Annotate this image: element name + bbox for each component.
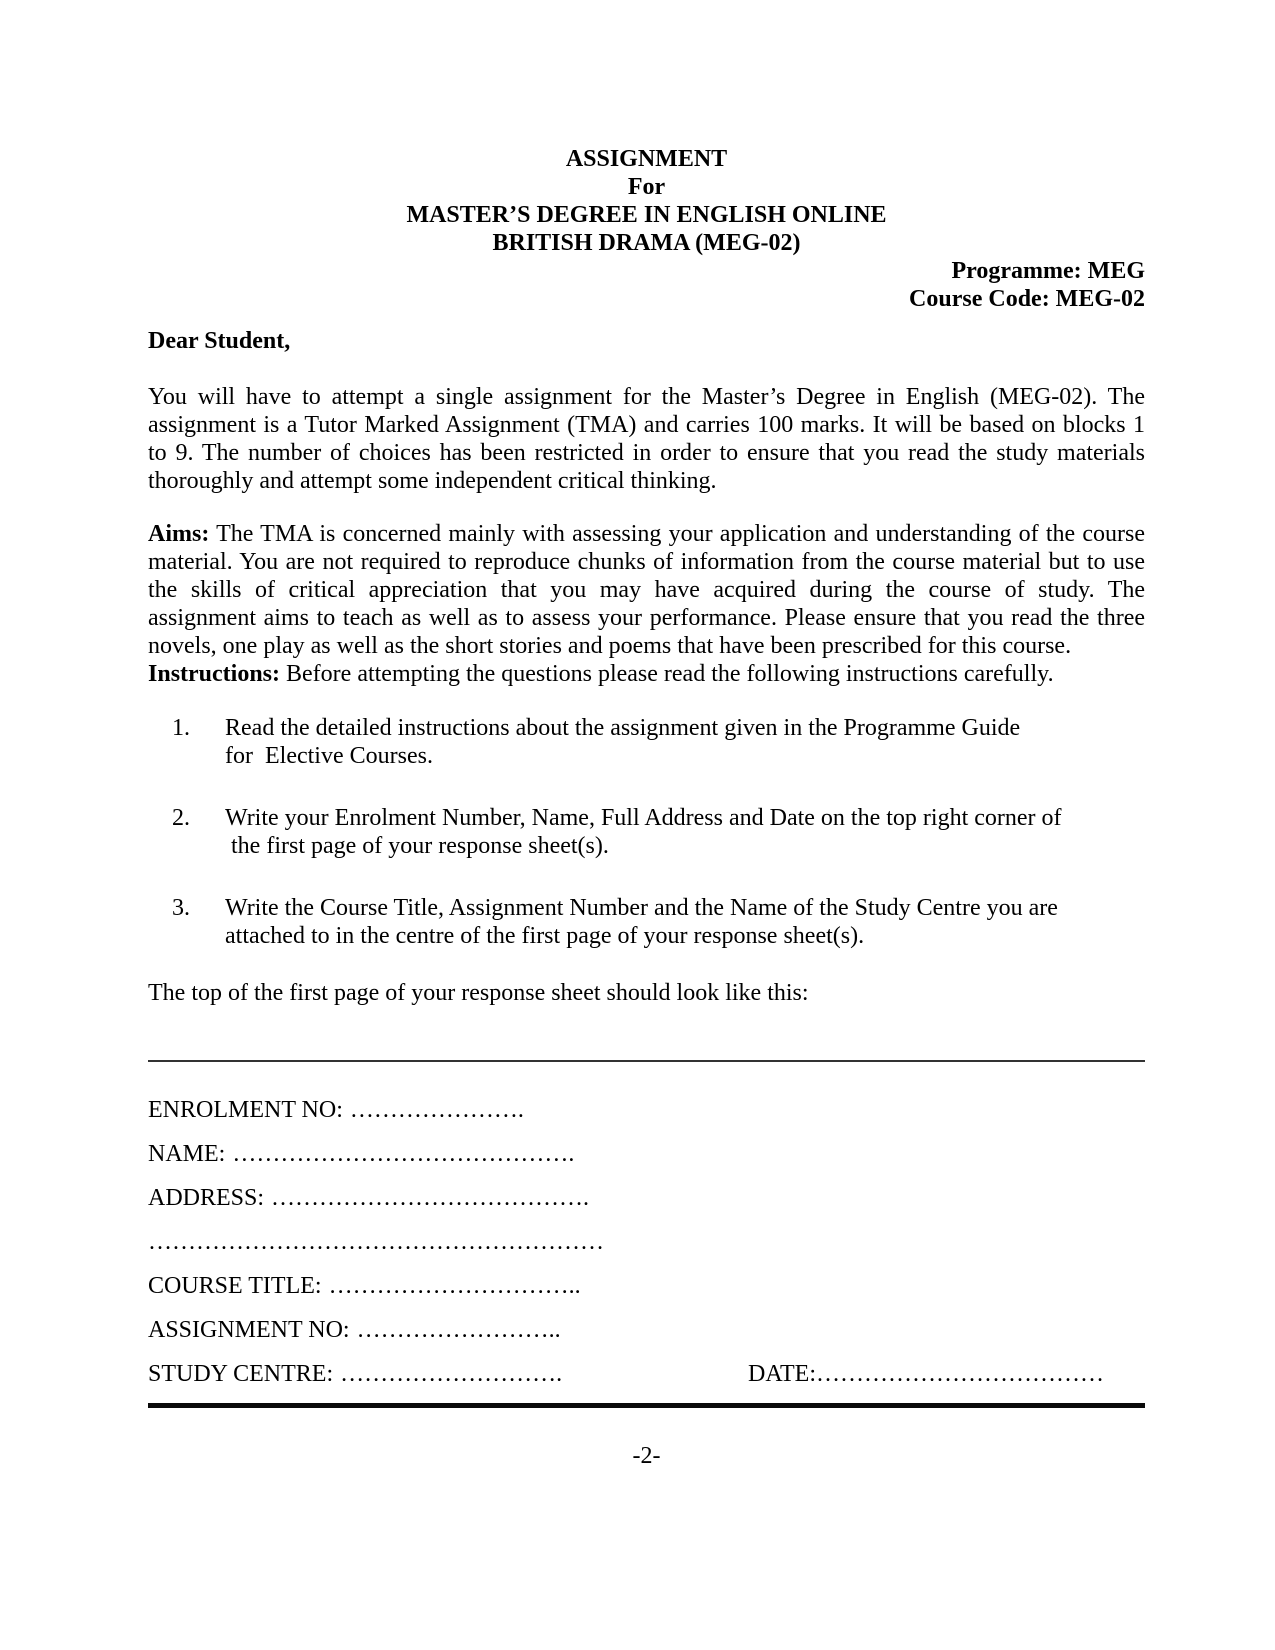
list-item-1-text (225, 714, 1145, 770)
salutation: Dear Student, (148, 328, 291, 354)
page-number: -2- (632, 1443, 661, 1469)
list-item-2-line-1: Write your Enrolment Number, Name, Full Address and Date on the top right corner of (225, 805, 1062, 831)
list-item-3-number: 3. (172, 895, 190, 921)
aims-label: Aims: (148, 521, 210, 547)
intro-paragraph: You will have to attempt a single assignment for the Master’s Degree in English (MEG-02). The assignment is a Tutor Marked Assignment (TMA) and carries 100 marks. It will be based on blocks 1 to 9. The number of choices has been restricted in order to ensure that you read the study materials thoroughly and attempt some independent critical thinking. (148, 384, 1145, 494)
assignment-no-label: ASSIGNMENT NO: (148, 1317, 350, 1343)
address-label: ADDRESS: (148, 1185, 265, 1211)
programme-meta-block (148, 257, 1145, 313)
separator-line-top (148, 1060, 1145, 1062)
list-item-1-line-2: for Elective Courses. (225, 743, 433, 769)
list-item-3-line-2: attached to in the centre of the first page of your response sheet(s). (225, 923, 865, 949)
course-title-blank: ………………………….. (328, 1273, 581, 1299)
form-row-address-continued (148, 1228, 1145, 1256)
instructions-label: Instructions: (148, 661, 281, 687)
form-row-course-title (148, 1272, 1145, 1300)
course-title-label: COURSE TITLE: (148, 1273, 322, 1299)
study-centre-field (148, 1360, 748, 1388)
form-row-name (148, 1140, 1145, 1168)
aims-text: The TMA is concerned mainly with assessing your application and understanding of the course material. You are not required to reproduce chunks of information from the course material but to use the skills of critical appreciation that you may have acquired during the course of study. The assignment aims to teach as well as to assess your performance. Please ensure that you read the three novels, one play as well as the short stories and poems that have been prescribed for this course. (148, 521, 1145, 659)
list-item-1-number: 1. (172, 715, 190, 741)
address-blank-continued: ………………………………………………… (148, 1229, 604, 1255)
document-title-block (148, 145, 1145, 257)
date-field (748, 1360, 1104, 1388)
date-blank: ……………………………… (816, 1361, 1104, 1387)
title-line-degree: MASTER’S DEGREE IN ENGLISH ONLINE (406, 202, 887, 228)
list-item-2-text (225, 804, 1145, 860)
title-line-course: BRITISH DRAMA (MEG-02) (492, 230, 801, 256)
course-code-label: Course Code: MEG-02 (909, 286, 1145, 312)
list-item-3-line-1: Write the Course Title, Assignment Number and the Name of the Study Centre you are (225, 895, 1058, 921)
list-item-2-line-2: the first page of your response sheet(s). (225, 833, 609, 859)
title-line-assignment: ASSIGNMENT (565, 146, 728, 172)
form-row-enrolment (148, 1096, 1145, 1124)
list-item-3-text (225, 894, 1145, 950)
name-label: NAME: (148, 1141, 226, 1167)
list-item-2 (148, 804, 1145, 860)
list-item-1-line-1: Read the detailed instructions about the assignment given in the Programme Guide (225, 715, 1021, 741)
address-blank: …………………………………. (271, 1185, 590, 1211)
title-line-for: For (627, 174, 666, 200)
assignment-no-blank: …………………….. (356, 1317, 561, 1343)
enrolment-blank: …………………. (349, 1097, 524, 1123)
form-row-assignment-no (148, 1316, 1145, 1344)
instructions-line (148, 660, 1145, 688)
form-row-study-centre-date (148, 1360, 1145, 1388)
aims-paragraph (148, 520, 1145, 660)
name-blank: ……………………………………. (232, 1141, 575, 1167)
list-item-1 (148, 714, 1145, 770)
lead-out-text: The top of the first page of your response sheet should look like this: (148, 980, 809, 1006)
separator-line-bottom (148, 1403, 1145, 1408)
instructions-text: Before attempting the questions please read the following instructions carefully. (280, 661, 1054, 687)
list-item-3 (148, 894, 1145, 950)
study-centre-blank: ………………………. (340, 1361, 563, 1387)
date-label: DATE: (748, 1361, 816, 1387)
form-row-address (148, 1184, 1145, 1212)
programme-label: Programme: MEG (951, 258, 1145, 284)
response-sheet-sample (148, 1096, 1145, 1388)
study-centre-label: STUDY CENTRE: (148, 1361, 334, 1387)
instruction-list (148, 714, 1145, 950)
list-item-2-number: 2. (172, 805, 190, 831)
enrolment-label: ENROLMENT NO: (148, 1097, 343, 1123)
